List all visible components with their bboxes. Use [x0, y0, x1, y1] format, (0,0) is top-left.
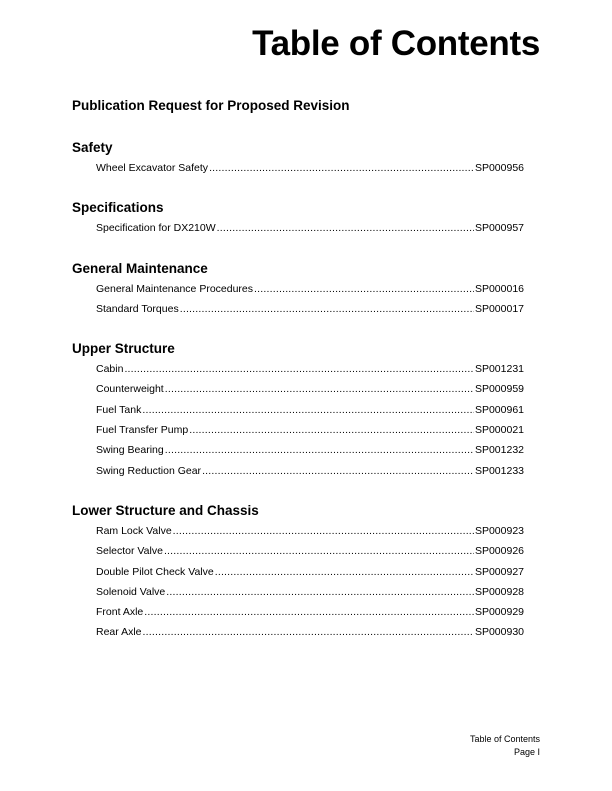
- dot-leader: [180, 302, 474, 316]
- toc-entry-code: SP000923: [474, 524, 524, 537]
- section-lower-structure-and-chassis: [72, 502, 524, 646]
- toc-entry-ram-lock-valve[interactable]: [96, 524, 524, 544]
- toc-entry-code: SP000930: [474, 626, 524, 639]
- footer-page-number: Page I: [513, 746, 540, 757]
- toc-entry-label: Swing Bearing: [96, 444, 164, 457]
- section-heading-general-maintenance: General Maintenance: [72, 260, 208, 276]
- toc-entry-fuel-transfer-pump[interactable]: [96, 423, 524, 443]
- footer-document-title: Table of Contents: [469, 734, 540, 744]
- toc-entry-code: SP000927: [474, 565, 524, 578]
- toc-entry-wheel-excavator-safety[interactable]: [96, 161, 524, 181]
- dot-leader: [165, 443, 474, 457]
- section-upper-structure: [72, 340, 524, 484]
- toc-entry-code: SP000017: [474, 302, 524, 315]
- toc-entry-code: SP001231: [474, 363, 524, 376]
- toc-entry-label: Cabin: [96, 363, 124, 376]
- dot-leader: [209, 161, 474, 175]
- toc-entry-label: Fuel Transfer Pump: [96, 424, 189, 437]
- section-specifications: [72, 199, 524, 241]
- dot-leader: [215, 565, 474, 579]
- toc-entry-code: SP000928: [474, 585, 524, 598]
- dot-leader: [166, 585, 474, 599]
- dot-leader: [124, 362, 474, 376]
- toc-entry-label: Counterweight: [96, 383, 164, 396]
- toc-entry-code: SP000021: [474, 424, 524, 437]
- toc-entry-standard-torques[interactable]: [96, 302, 524, 322]
- toc-entry-code: SP000956: [474, 162, 524, 174]
- dot-leader: [217, 221, 474, 235]
- toc-entry-general-maintenance-procedures[interactable]: [96, 282, 524, 302]
- toc-entry-front-axle[interactable]: [96, 605, 524, 625]
- toc-entry-swing-bearing[interactable]: [96, 443, 524, 463]
- toc-entry-label: Fuel Tank: [96, 403, 142, 416]
- section-general-maintenance: [72, 260, 524, 323]
- toc-entry-solenoid-valve[interactable]: [96, 585, 524, 605]
- toc-entry-specification-dx210w[interactable]: [96, 221, 524, 241]
- toc-entry-code: SP000929: [474, 606, 524, 619]
- section-heading-safety: Safety: [72, 140, 113, 155]
- dot-leader: [254, 282, 474, 296]
- toc-entry-code: SP000957: [474, 222, 524, 235]
- toc-entry-cabin[interactable]: [96, 362, 524, 382]
- toc-entry-label: Standard Torques: [96, 302, 179, 315]
- toc-entry-label: Wheel Excavator Safety: [96, 162, 209, 174]
- toc-entry-fuel-tank[interactable]: [96, 403, 524, 423]
- section-heading-upper-structure: Upper Structure: [72, 341, 175, 357]
- section-safety: [72, 139, 524, 181]
- toc-entry-label: Specification for DX210W: [96, 222, 216, 235]
- toc-body: [72, 139, 524, 664]
- toc-entry-double-pilot-check-valve[interactable]: [96, 565, 524, 585]
- dot-leader: [143, 625, 474, 639]
- section-heading-specifications: Specifications: [72, 200, 164, 216]
- publication-request-heading[interactable]: Publication Request for Proposed Revision: [72, 98, 350, 113]
- toc-entry-label: Rear Axle: [96, 626, 142, 639]
- section-heading-lower-structure-and-chassis: Lower Structure and Chassis: [72, 502, 259, 518]
- toc-entry-label: Ram Lock Valve: [96, 524, 172, 537]
- toc-entry-code: SP001233: [474, 464, 524, 477]
- dot-leader: [142, 403, 474, 417]
- toc-entry-code: SP000926: [474, 545, 524, 558]
- toc-entry-selector-valve[interactable]: [96, 544, 524, 564]
- dot-leader: [173, 524, 474, 538]
- dot-leader: [202, 464, 474, 478]
- toc-entry-label: Selector Valve: [96, 545, 163, 558]
- toc-entry-label: Solenoid Valve: [96, 585, 166, 598]
- toc-entry-code: SP000961: [474, 403, 524, 416]
- toc-entry-label: Double Pilot Check Valve: [96, 565, 214, 578]
- toc-entry-counterweight[interactable]: [96, 382, 524, 402]
- dot-leader: [165, 382, 474, 396]
- toc-entry-rear-axle[interactable]: [96, 625, 524, 645]
- page-title: Table of Contents: [252, 24, 540, 63]
- toc-entry-code: SP000959: [474, 383, 524, 396]
- toc-entry-label: General Maintenance Procedures: [96, 282, 254, 295]
- toc-entry-label: Front Axle: [96, 606, 144, 619]
- dot-leader: [164, 544, 474, 558]
- toc-entry-label: Swing Reduction Gear: [96, 464, 202, 477]
- dot-leader: [144, 605, 474, 619]
- toc-entry-code: SP000016: [474, 282, 524, 295]
- toc-entry-code: SP001232: [474, 444, 524, 457]
- dot-leader: [189, 423, 474, 437]
- toc-entry-swing-reduction-gear[interactable]: [96, 464, 524, 484]
- page-footer: [470, 733, 540, 758]
